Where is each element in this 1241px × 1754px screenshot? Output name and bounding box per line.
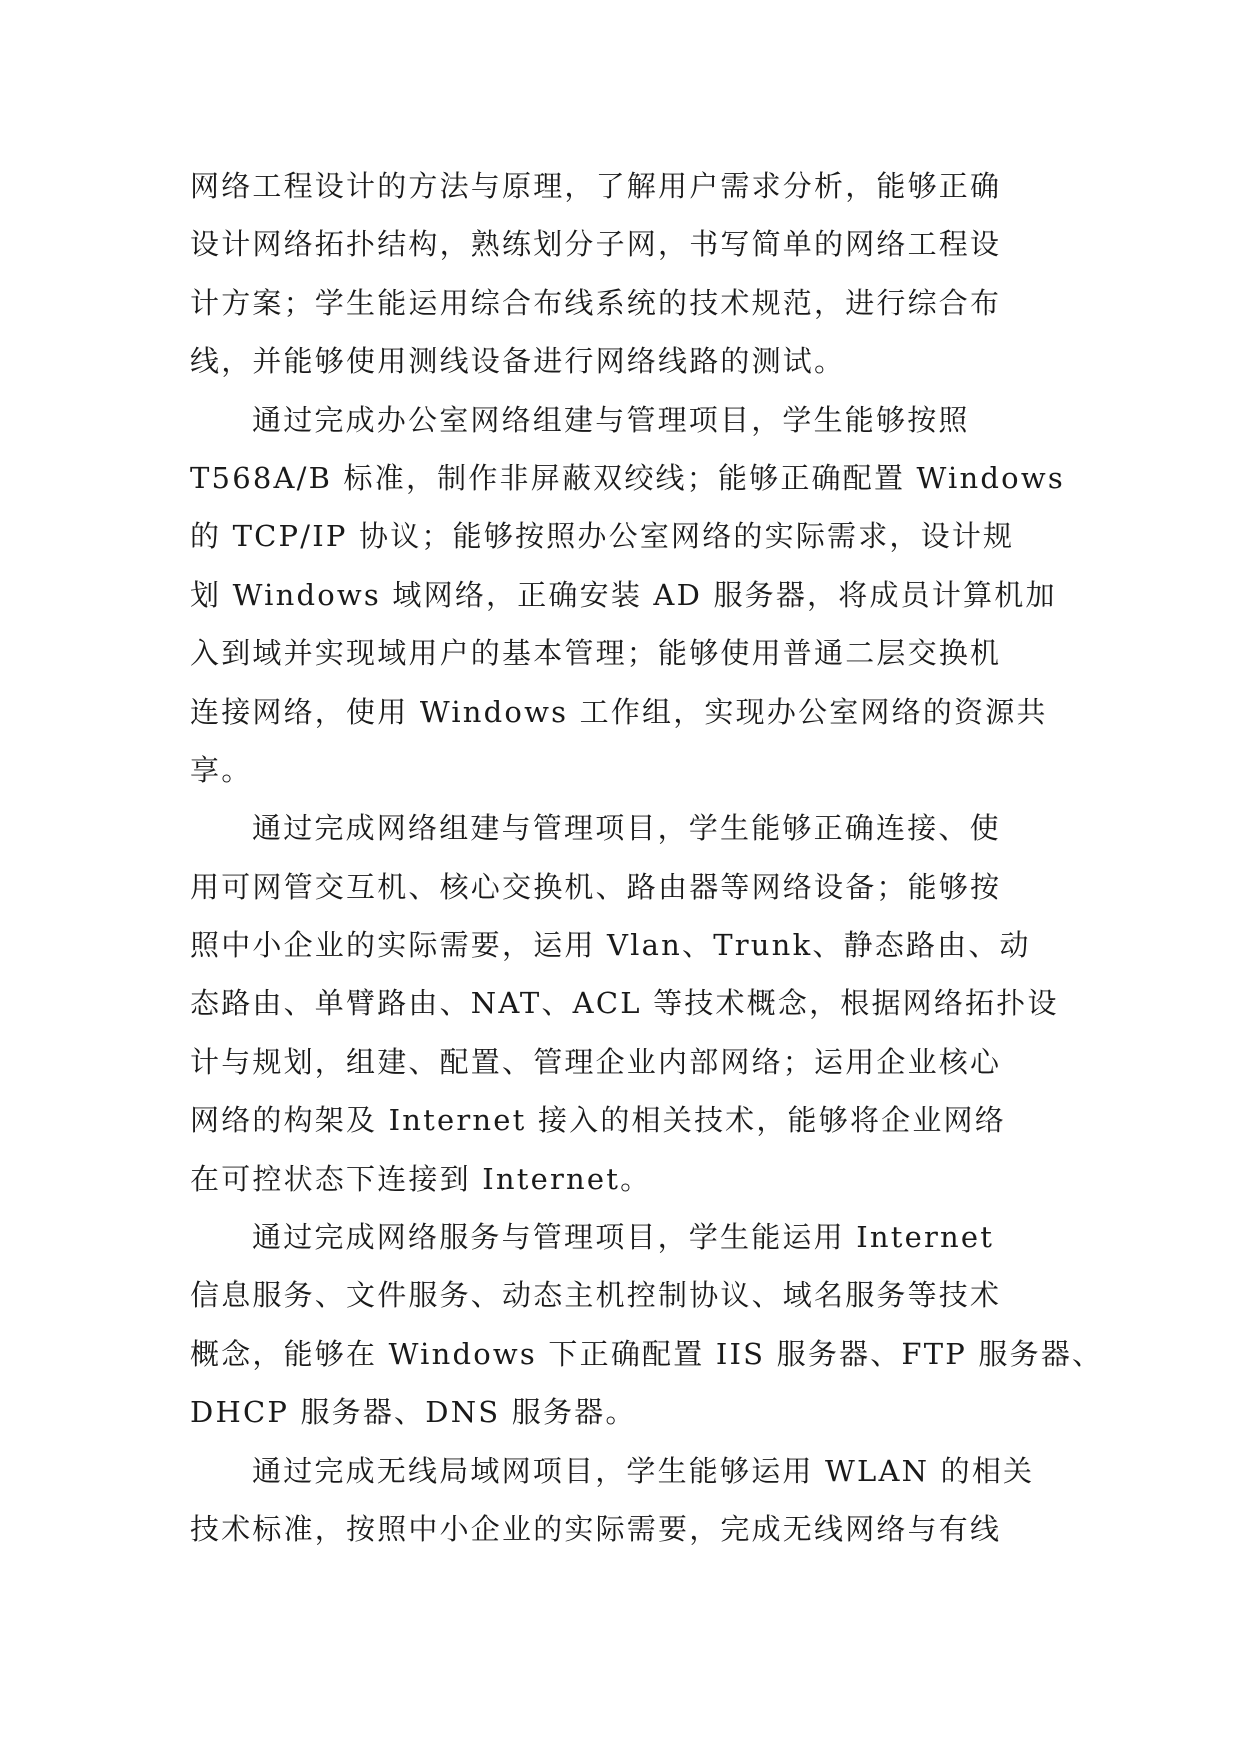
text-line: 通过完成网络组建与管理项目，学生能够正确连接、使	[252, 811, 1001, 846]
text-line: 照中小企业的实际需要，运用 Vlan、Trunk、静态路由、动	[190, 928, 1031, 963]
text-line: 信息服务、文件服务、动态主机控制协议、域名服务等技术	[190, 1278, 1002, 1313]
text-line: 设计网络拓扑结构，熟练划分子网，书写简单的网络工程设	[190, 227, 1002, 262]
paragraph-2	[190, 391, 1070, 800]
text-line: 通过完成无线局域网项目，学生能够运用 WLAN 的相关	[252, 1453, 1035, 1488]
text-line: 用可网管交互机、核心交换机、路由器等网络设备；能够按	[190, 869, 1002, 904]
text-line: T568A/B 标准，制作非屏蔽双绞线；能够正确配置 Windows	[190, 460, 1065, 495]
paragraph-4	[190, 1208, 1104, 1442]
paragraph-1	[190, 157, 1070, 391]
text-line: 通过完成办公室网络组建与管理项目，学生能够按照	[252, 402, 970, 437]
paragraph-5	[190, 1442, 1070, 1559]
text-line: 网络工程设计的方法与原理，了解用户需求分析，能够正确	[190, 169, 1002, 203]
text-line: 概念，能够在 Windows 下正确配置 IIS 服务器、FTP 服务器、	[190, 1336, 1104, 1371]
text-line: 连接网络，使用 Windows 工作组，实现办公室网络的资源共	[190, 694, 1048, 729]
text-line: 技术标准，按照中小企业的实际需要，完成无线网络与有线	[190, 1511, 1002, 1546]
text-line: 在可控状态下连接到 Internet。	[190, 1161, 652, 1196]
text-line: 享。	[190, 752, 253, 787]
text-line: 通过完成网络服务与管理项目，学生能运用 Internet	[252, 1220, 995, 1255]
text-line: 入到域并实现域用户的基本管理；能够使用普通二层交换机	[190, 636, 1002, 671]
text-line: 网络的构架及 Internet 接入的相关技术，能够将企业网络	[190, 1103, 1006, 1138]
text-line: DHCP 服务器、DNS 服务器。	[190, 1395, 637, 1430]
text-line: 线，并能够使用测线设备进行网络线路的测试。	[190, 344, 846, 379]
text-line: 计与规划，组建、配置、管理企业内部网络；运用企业核心	[190, 1044, 1002, 1079]
document-body	[190, 157, 1104, 1558]
text-line: 态路由、单臂路由、NAT、ACL 等技术概念，根据网络拓扑设	[190, 986, 1059, 1021]
text-line: 的 TCP/IP 协议；能够按照办公室网络的实际需求，设计规	[190, 519, 1015, 554]
paragraph-3	[190, 799, 1070, 1208]
text-line: 划 Windows 域网络，正确安装 AD 服务器，将成员计算机加	[190, 577, 1057, 612]
text-line: 计方案；学生能运用综合布线系统的技术规范，进行综合布	[190, 285, 1002, 320]
